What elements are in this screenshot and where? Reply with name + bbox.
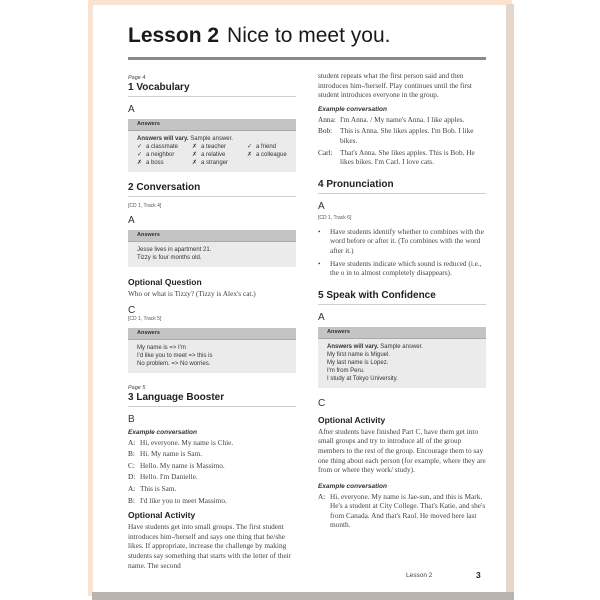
cross-icon: ✗ (192, 152, 198, 158)
answer-line: I'd like you to meet => this is (137, 352, 213, 359)
title-rule (128, 57, 486, 60)
track-label: [CD 1, Track 4] (128, 203, 162, 209)
part-label: A (128, 215, 135, 226)
answers-header: Answers (128, 119, 296, 131)
answer-line: Jesse lives in apartment 21. (137, 247, 212, 253)
answers-box-vocabulary (128, 119, 296, 172)
answers-box-conversation-a (128, 230, 296, 267)
lesson-title: Nice to meet you. (227, 24, 391, 47)
dialogue-line: Hi, everyone. My name is Jae-sun, and this is Mark. He's a student at City College. That's Katie, and she's from Canada. And that's Raul. He moved here last month. (330, 491, 486, 530)
pronunciation-bullets (318, 227, 486, 278)
page-title (128, 24, 390, 48)
optional-activity-text: Have students get into small groups. The first student introduces him-/herself and says one thing that he/she likes. If appropriate, increase the challenge by making students say something that starts with the letter of their name. The second (128, 522, 292, 570)
vocab-item (137, 151, 192, 159)
dialogue-line: I'm Anna. / My name's Anna. I like apples. (340, 114, 465, 124)
answer-line: My first name is Miguel. (327, 351, 391, 358)
right-column (318, 71, 486, 532)
part-label: A (128, 104, 135, 115)
speaker-label: C: (128, 460, 135, 470)
example-conversation-label: Example conversation (318, 482, 387, 490)
answers-box-conversation-c (128, 328, 296, 373)
section-language-booster-heading: 3 Language Booster (128, 392, 296, 407)
example-conversation (128, 438, 296, 508)
left-column (128, 75, 296, 576)
example-conversation (318, 115, 486, 169)
speaker-label: Anna: (318, 114, 336, 124)
example-conversation-label: Example conversation (318, 105, 387, 113)
vocab-item (247, 143, 302, 151)
dialogue-line: Hello. My name is Massimo. (140, 460, 225, 470)
document-page (93, 5, 506, 592)
answers-sample: Sample answer. (378, 343, 423, 350)
speaker-label: A: (128, 483, 136, 493)
cross-icon: ✗ (192, 160, 198, 166)
dialogue-line: I'd like you to meet Massimo. (140, 495, 227, 505)
part-label: A (318, 200, 325, 212)
dialogue-line: This is Anna. She likes apples. I'm Bob. I like bikes. (340, 126, 474, 145)
footer-page-number: 3 (476, 570, 481, 580)
answers-box-speak (318, 327, 486, 388)
optional-activity-text: After students have finished Part C, have them get into small groups and try to introduce all of the group members to the rest of the group. Encourage them to say one thing about each person (for example, where they are from or where they work/ study). (318, 426, 486, 475)
answer-line: My name is => I'm (137, 344, 186, 351)
example-conversation-label: Example conversation (128, 428, 197, 436)
answer-line: My last name is Lopez. (327, 359, 389, 366)
speaker-label: A: (128, 437, 136, 447)
section-conversation-heading: 2 Conversation (128, 182, 296, 197)
answers-header: Answers (128, 328, 296, 340)
check-icon: ✓ (137, 152, 143, 158)
vocab-item-text: a teacher (201, 144, 227, 150)
answers-header: Answers (128, 230, 296, 242)
vocab-item-text: a friend (256, 144, 277, 150)
answers-vary: Answers will vary. (327, 343, 379, 350)
vocab-item-text: a boss (146, 160, 164, 166)
answers-sample: Sample answer. (188, 136, 233, 142)
vocab-item-text: a neighbor (146, 152, 175, 158)
speaker-label: B: (128, 495, 135, 505)
dialogue-line: This is Sam. (140, 483, 177, 493)
lesson-label: Lesson 2 (128, 24, 220, 47)
answers-header: Answers (318, 327, 486, 339)
vocab-item (192, 151, 247, 159)
vocab-item (192, 143, 247, 151)
optional-activity-heading: Optional Activity (318, 414, 386, 425)
cross-icon: ✗ (192, 144, 198, 150)
bullet-item: • Have students indicate which sound is reduced (i.e., the o in to almost completely disappears). (318, 259, 486, 278)
vocab-item-text: a relative (201, 152, 226, 158)
speaker-label: A: (318, 491, 326, 501)
answer-line: I'm from Peru. (327, 367, 365, 374)
vocab-item (247, 151, 302, 159)
vocab-item (137, 159, 192, 167)
speaker-label: B: (128, 449, 135, 459)
page-ref-4: Page 4 (128, 75, 146, 81)
answer-line: No problem. => No worries. (137, 360, 211, 367)
track-label: [CD 1, Track 6] (318, 214, 352, 221)
check-icon: ✓ (137, 144, 143, 150)
bullet-item: • Have students identify whether to combines with the word before or after it. (To combines with the word after it.) (318, 227, 486, 256)
vocab-list (137, 143, 287, 167)
page-ref-5: Page 5 (128, 384, 146, 391)
dialogue-line: Hi. My name is Sam. (140, 449, 203, 459)
speaker-label: Carl: (318, 147, 333, 157)
cross-icon: ✗ (247, 152, 253, 158)
dialogue-line: Hi, everyone. My name is Chie. (140, 437, 234, 447)
dialogue-line: Hello. I'm Danielle. (140, 472, 198, 482)
dialogue-line: That's Anna. She likes apples. This is Bob. He likes bikes. I'm Carl. I love cats. (340, 147, 475, 167)
part-label: A (318, 311, 325, 323)
optional-question-heading: Optional Question (128, 277, 202, 287)
cross-icon: ✗ (137, 160, 143, 166)
part-label: B (128, 413, 135, 425)
part-label: C (128, 304, 136, 316)
vocab-item-text: a stranger (201, 160, 229, 166)
example-conversation (318, 492, 486, 532)
vocab-item-text: a classmate (146, 144, 179, 150)
track-label: [CD 1, Track 5] (128, 315, 162, 322)
answer-line: I study at Tokyo University. (327, 375, 398, 382)
continued-text: student repeats what the first person said and then introduces him-/herself. Play continues until the first student introduces everyone in the group. (318, 71, 472, 100)
part-label: C (318, 397, 326, 409)
page-shadow-bottom (92, 592, 514, 600)
check-icon: ✓ (247, 144, 253, 150)
vocab-item-text: a colleague (256, 152, 287, 158)
vocab-item (192, 159, 247, 167)
section-vocabulary-heading: 1 Vocabulary (128, 82, 296, 97)
footer-lesson: Lesson 2 (406, 572, 433, 579)
vocab-item (137, 143, 192, 151)
section-pronunciation-heading: 4 Pronunciation (318, 179, 486, 194)
speaker-label: Bob: (318, 126, 333, 136)
answers-vary: Answers will vary. (137, 136, 189, 142)
answer-line: Tizzy is four months old. (137, 255, 202, 261)
section-speak-with-confidence-heading: 5 Speak with Confidence (318, 290, 486, 305)
optional-question-text: Who or what is Tizzy? (Tizzy is Alex's cat.) (128, 289, 256, 298)
page-shadow-right (506, 4, 514, 596)
speaker-label: D: (128, 472, 136, 482)
optional-activity-heading: Optional Activity (128, 510, 196, 521)
